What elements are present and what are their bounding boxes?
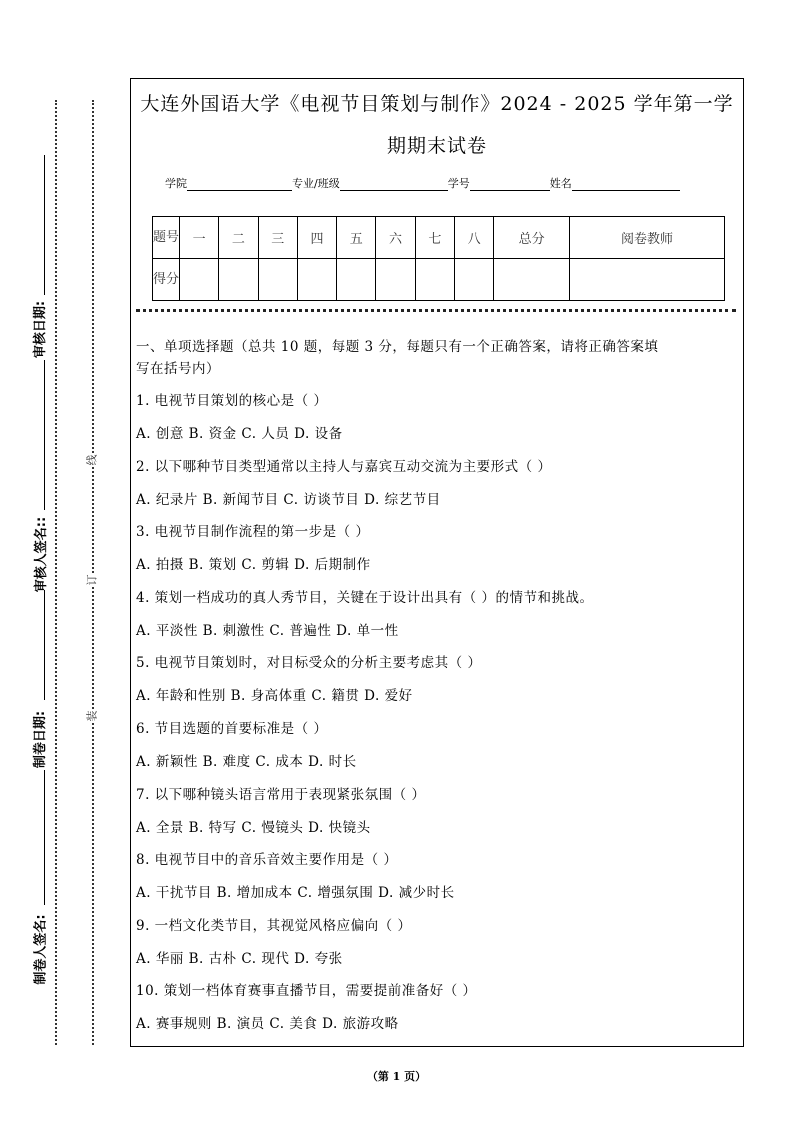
question-options: A. 赛事规则 B. 演员 C. 美食 D. 旅游攻略 [136, 1016, 399, 1033]
question-options: A. 纪录片 B. 新闻节目 C. 访谈节目 D. 综艺节目 [136, 491, 441, 508]
reviewer-sign-underline [44, 360, 45, 510]
maker-date-underline [44, 590, 45, 700]
header-cell: 六 [376, 217, 415, 259]
question-stem: 1. 电视节目策划的核心是（ ） [136, 393, 328, 409]
question-options: A. 创意 B. 资金 C. 人员 D. 设备 [136, 426, 343, 442]
major-label: 专业/班级 [292, 177, 340, 190]
page-number: （第 1 页） [366, 1070, 427, 1083]
question-options: A. 新颖性 B. 难度 C. 成本 D. 时长 [136, 754, 357, 770]
score-table-score-row [153, 259, 725, 301]
id-label: 学号 [447, 177, 470, 190]
header-cell: 总分 [494, 217, 570, 259]
header-cell: 四 [297, 217, 336, 259]
section-heading-cont: 写在括号内） [136, 361, 220, 377]
college-label: 学院 [165, 177, 187, 190]
score-table-header-row [153, 217, 725, 259]
maker-sign-underline [44, 770, 45, 905]
seal-dotted-line [55, 100, 57, 1045]
header-cell: 三 [258, 217, 297, 259]
bind-mark-zhuang: 装 [85, 710, 99, 722]
major-field[interactable] [340, 178, 448, 191]
score-cell[interactable] [376, 259, 415, 301]
question-stem: 6. 节目选题的首要标准是（ ） [136, 721, 328, 737]
question-stem: 4. 策划一档成功的真人秀节目，关键在于设计出具有（ ）的情节和挑战。 [136, 589, 594, 606]
student-info [165, 175, 680, 191]
score-cell[interactable] [180, 259, 219, 301]
question-stem: 3. 电视节目制作流程的第一步是（ ） [136, 524, 370, 541]
header-cell: 阅卷教师 [570, 217, 725, 259]
maker-date-label: 制卷日期: [33, 710, 49, 769]
review-date-label: 审核日期: [33, 300, 49, 359]
question-stem: 5. 电视节目策划时，对目标受众的分析主要考虑其（ ） [136, 655, 482, 672]
maker-sign-label: 制卷人签名: [33, 914, 49, 985]
header-cell: 七 [415, 217, 454, 259]
bind-mark-ding: 订 [85, 574, 99, 586]
binding-dotted-line [92, 100, 94, 1045]
score-cell[interactable] [415, 259, 454, 301]
exam-content-box [130, 78, 744, 1047]
header-cell: 五 [337, 217, 376, 259]
bind-mark-xian: 线 [85, 454, 99, 466]
score-cell[interactable] [297, 259, 336, 301]
row-label: 得分 [153, 259, 180, 301]
score-cell[interactable] [219, 259, 258, 301]
question-stem: 10. 策划一档体育赛事直播节目，需要提前准备好（ ） [136, 983, 477, 1000]
header-cell: 一 [180, 217, 219, 259]
dotted-separator [136, 309, 736, 312]
question-stem: 2. 以下哪种节目类型通常以主持人与嘉宾互动交流为主要形式（ ） [136, 458, 552, 475]
question-options: A. 年龄和性别 B. 身高体重 C. 籍贯 D. 爱好 [136, 688, 413, 705]
question-stem: 9. 一档文化类节目，其视觉风格应偏向（ ） [136, 917, 412, 934]
reviewer-sign-label: 审核人签名:: [34, 516, 50, 593]
score-cell[interactable] [494, 259, 570, 301]
section-heading: 一、单项选择题（总共 10 题，每题 3 分，每题只有一个正确答案，请将正确答案填 [136, 339, 659, 355]
header-cell: 二 [219, 217, 258, 259]
name-field[interactable] [572, 178, 680, 191]
score-cell[interactable] [258, 259, 297, 301]
score-cell[interactable] [454, 259, 493, 301]
exam-title-line2: 期期末试卷 [386, 135, 487, 157]
review-date-underline [44, 155, 45, 295]
question-stem: 7. 以下哪种镜头语言常用于表现紧张氛围（ ） [136, 786, 426, 803]
question-options: A. 干扰节目 B. 增加成本 C. 增强氛围 D. 减少时长 [136, 885, 455, 902]
header-cell: 八 [454, 217, 493, 259]
question-stem: 8. 电视节目中的音乐音效主要作用是（ ） [136, 852, 398, 869]
student-id-field[interactable] [470, 178, 550, 191]
header-cell: 题号 [153, 217, 180, 259]
score-table [152, 216, 725, 301]
question-options: A. 平淡性 B. 刺激性 C. 普遍性 D. 单一性 [136, 622, 399, 639]
question-options: A. 华丽 B. 古朴 C. 现代 D. 夸张 [136, 950, 343, 967]
college-field[interactable] [187, 178, 292, 191]
score-cell[interactable] [337, 259, 376, 301]
question-options: A. 拍摄 B. 策划 C. 剪辑 D. 后期制作 [136, 557, 371, 574]
exam-title-line1: 大连外国语大学《电视节目策划与制作》2024 - 2025 学年第一学 [140, 93, 734, 115]
question-options: A. 全景 B. 特写 C. 慢镜头 D. 快镜头 [136, 819, 371, 836]
name-label: 姓名 [549, 177, 572, 190]
score-cell[interactable] [570, 259, 725, 301]
